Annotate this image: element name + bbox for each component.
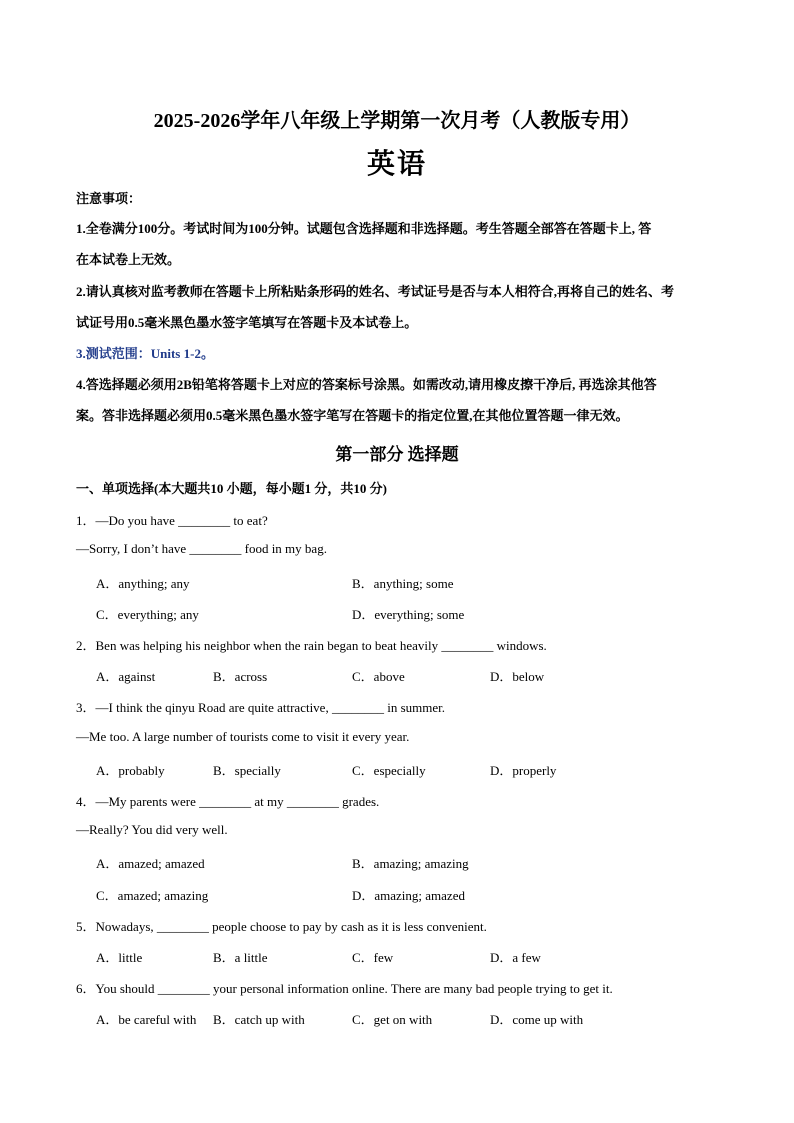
question-3-option-d: D．properly: [490, 763, 557, 778]
question-1-option-c: C．everything; any: [96, 607, 199, 622]
question-5-option-d: D．a few: [490, 950, 541, 965]
question-2-option-c: C．above: [352, 669, 405, 684]
question-5-line1: 5．Nowadays, ________ people choose to pay by cash as it is less convenient.: [76, 919, 487, 934]
question-3-option-a: A．probably: [96, 763, 165, 778]
question-6-option-c: C．get on with: [352, 1012, 433, 1027]
question-2-option-d: D．below: [490, 669, 545, 684]
notice-item2-line2: 试证号用0.5毫米黑色墨水签字笔填写在答题卡及本试卷上。: [76, 315, 418, 330]
notice-item1-line2: 在本试卷上无效。: [76, 252, 181, 267]
exam-title: 2025-2026学年八年级上学期第一次月考（人教版专用）: [153, 110, 641, 132]
notice-item1-line1: 1.全卷满分100分。考试时间为100分钟。试题包含选择题和非选择题。考生答题全部答在答题卡上, 答: [76, 221, 652, 236]
question-5-option-b: B．a little: [213, 950, 268, 965]
notice-item4-line2: 案。答非选择题必须用0.5毫米黑色墨水签字笔写在答题卡的指定位置,在其他位置答题一律无效。: [76, 408, 629, 423]
question-2-option-a: A．against: [96, 669, 156, 684]
question-1-line1: 1．—Do you have ________ to eat?: [76, 513, 268, 528]
question-1-option-b: B．anything; some: [352, 576, 454, 591]
question-5-option-c: C．few: [352, 950, 394, 965]
question-6-option-d: D．come up with: [490, 1012, 584, 1027]
notice-heading: 注意事项：: [76, 191, 142, 206]
question-4-option-d: D．amazing; amazed: [352, 888, 465, 903]
notice-item2-line1: 2.请认真核对监考教师在答题卡上所粘贴条形码的姓名、考试证号是否与本人相符合,再将自己的姓名、考: [76, 284, 675, 299]
question-6-option-a: A．be careful with: [96, 1012, 197, 1027]
question-1-option-d: D．everything; some: [352, 607, 465, 622]
question-1-line2: —Sorry, I don’t have ________ food in my bag.: [76, 541, 327, 556]
section1-heading: 一、单项选择(本大题共10 小题，每小题1 分，共10 分): [76, 481, 387, 496]
question-6-line1: 6．You should ________ your personal information online. There are many bad people trying to get it.: [76, 981, 613, 996]
question-2-line1: 2．Ben was helping his neighbor when the rain began to beat heavily ________ windows.: [76, 638, 547, 653]
question-3-line2: —Me too. A large number of tourists come to visit it every year.: [76, 729, 410, 744]
question-4-line2: —Really? You did very well.: [76, 822, 228, 837]
question-4-option-c: C．amazed; amazing: [96, 888, 209, 903]
question-4-option-b: B．amazing; amazing: [352, 856, 469, 871]
question-6-option-b: B．catch up with: [213, 1012, 305, 1027]
question-4-option-a: A．amazed; amazed: [96, 856, 205, 871]
question-3-line1: 3．—I think the qinyu Road are quite attractive, ________ in summer.: [76, 700, 445, 715]
question-3-option-c: C．especially: [352, 763, 426, 778]
question-3-option-b: B．specially: [213, 763, 281, 778]
question-5-option-a: A．little: [96, 950, 143, 965]
question-2-option-b: B．across: [213, 669, 268, 684]
part1-heading: 第一部分 选择题: [335, 445, 459, 464]
question-4-line1: 4．—My parents were ________ at my ________ grades.: [76, 794, 380, 809]
notice-item4-line1: 4.答选择题必须用2B铅笔将答题卡上对应的答案标号涂黑。如需改动,请用橡皮擦干净后, 再选涂其他答: [76, 377, 657, 392]
subject-title: 英语: [366, 149, 427, 180]
notice-item3: 3.测试范围：Units 1-2。: [76, 346, 214, 361]
question-1-option-a: A．anything; any: [96, 576, 190, 591]
